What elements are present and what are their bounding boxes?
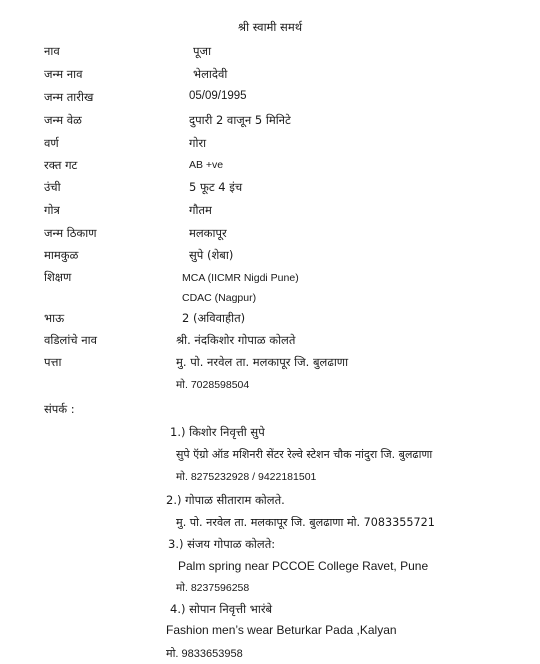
label-education: शिक्षण: [44, 270, 72, 284]
document-heading: श्री स्वामी समर्थ: [237, 20, 303, 34]
value-brothers: 2 (अविवाहीत): [182, 311, 246, 325]
value-birth-place: मलकापूर: [189, 226, 227, 240]
value-birth-time: दुपारी 2 वाजून 5 मिनिटे: [189, 113, 291, 127]
label-father-name: वडिलांचे नाव: [44, 333, 98, 347]
value-blood-group: AB +ve: [189, 159, 224, 171]
contact-1-name: 1.) किशोर निवृत्ती सुपे: [170, 425, 265, 439]
value-gotra: गौतम: [189, 203, 212, 217]
label-gotra: गोत्र: [44, 203, 60, 217]
label-height: उंची: [44, 180, 61, 194]
contact-2-name: 2.) गोपाळ सीताराम कोलते.: [166, 493, 285, 507]
contact-4-name: 4.) सोपान निवृत्ती भारंबे: [170, 602, 273, 616]
label-birth-place: जन्म ठिकाण: [44, 226, 97, 240]
value-birth-name: भेलादेवी: [193, 67, 228, 81]
value-education-1: MCA (IICMR Nigdi Pune): [182, 272, 299, 284]
label-birth-date: जन्म तारीख: [44, 90, 94, 104]
contact-1-address: सुपे ऍग्रो ऑड मशिनरी सेंटर रेल्वे स्टेशन चौक नांदुरा जि. बुलढाणा: [176, 448, 433, 461]
label-address: पत्ता: [44, 355, 62, 369]
value-father-name: श्री. नंदकिशोर गोपाळ कोलते: [176, 333, 296, 347]
value-complexion: गोरा: [189, 136, 207, 150]
value-maternal-family: सुपे (शेबा): [189, 248, 234, 262]
value-address-phone: मो. 7028598504: [176, 379, 250, 391]
label-birth-name: जन्म नाव: [44, 67, 83, 81]
label-maternal-family: मामकुळ: [44, 248, 79, 262]
contact-3-address: Palm spring near PCCOE College Ravet, Pune: [178, 559, 429, 573]
value-birth-date: 05/09/1995: [189, 90, 247, 102]
label-birth-time: जन्म वेळ: [44, 113, 82, 127]
label-brothers: भाऊ: [44, 311, 65, 325]
contact-3-phone: मो. 8237596258: [176, 582, 250, 594]
contact-4-address: Fashion men’s wear Beturkar Pada ,Kalyan: [166, 623, 397, 637]
contact-1-phone: मो. 8275232928 / 9422181501: [176, 471, 317, 483]
label-complexion: वर्ण: [44, 136, 59, 150]
label-contact: संपर्क :: [44, 402, 75, 416]
value-address: मु. पो. नरवेल ता. मलकापूर जि. बुलढाणा: [176, 355, 349, 369]
contact-3-name: 3.) संजय गोपाळ कोलते:: [168, 537, 276, 551]
label-name: नाव: [44, 44, 60, 58]
label-blood-group: रक्त गट: [44, 158, 78, 172]
value-name: पूजा: [193, 44, 212, 58]
contact-2-address: मु. पो. नरवेल ता. मलकापूर जि. बुलढाणा मो. 7083355721: [176, 516, 435, 529]
contact-4-phone: मो. 9833653958: [166, 648, 243, 660]
value-education-2: CDAC (Nagpur): [182, 292, 257, 304]
value-height: 5 फूट 4 इंच: [189, 180, 243, 194]
